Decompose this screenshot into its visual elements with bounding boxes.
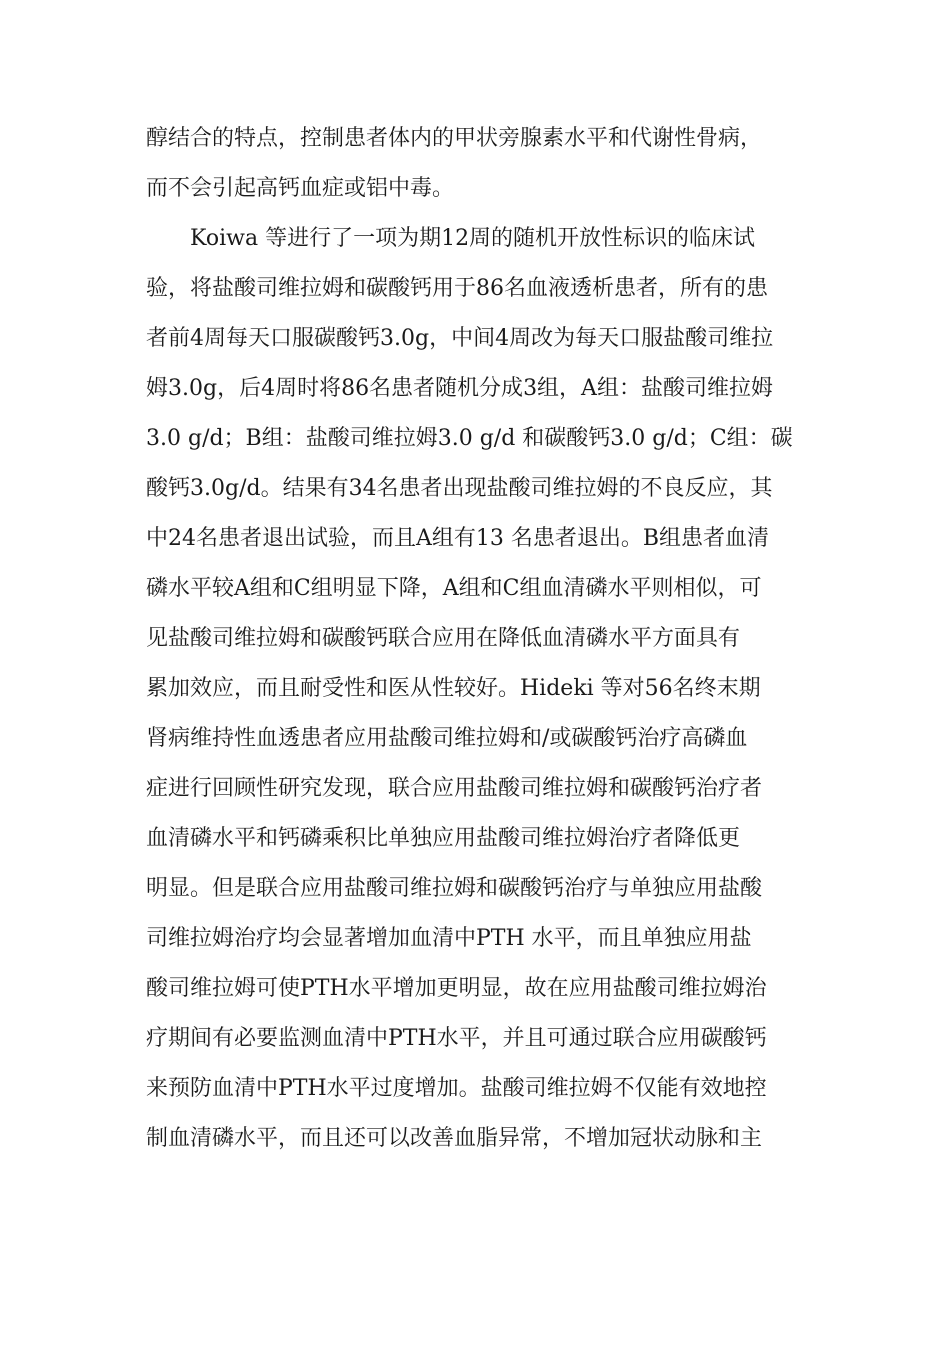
text-line: 3.0 g/d；B组：盐酸司维拉姆3.0 g/d 和碳酸钙3.0 g/d；C组：碳 bbox=[146, 426, 793, 451]
text-line: 来预防血清中PTH水平过度增加。盐酸司维拉姆不仅能有效地控 bbox=[146, 1076, 767, 1101]
text-line: 制血清磷水平，而且还可以改善血脂异常，不增加冠状动脉和主 bbox=[146, 1126, 763, 1151]
text-line: 者前4周每天口服碳酸钙3.0g，中间4周改为每天口服盐酸司维拉 bbox=[146, 326, 774, 351]
text-line: Koiwa 等进行了一项为期12周的随机开放性标识的临床试 bbox=[146, 226, 756, 251]
text-line: 血清磷水平和钙磷乘积比单独应用盐酸司维拉姆治疗者降低更 bbox=[146, 826, 741, 851]
text-line: 累加效应，而且耐受性和医从性较好。Hideki 等对56名终末期 bbox=[146, 676, 761, 701]
text-line: 疗期间有必要监测血清中PTH水平，并且可通过联合应用碳酸钙 bbox=[146, 1026, 767, 1051]
text-line: 醇结合的特点，控制患者体内的甲状旁腺素水平和代谢性骨病， bbox=[146, 126, 763, 151]
text-line: 磷水平较A组和C组明显下降，A组和C组血清磷水平则相似，可 bbox=[146, 576, 762, 601]
text-line: 酸司维拉姆可使PTH水平增加更明显，故在应用盐酸司维拉姆治 bbox=[146, 976, 767, 1001]
text-line: 姆3.0g，后4周时将86名患者随机分成3组，A组：盐酸司维拉姆 bbox=[146, 376, 773, 401]
text-line: 酸钙3.0g/d。结果有34名患者出现盐酸司维拉姆的不良反应，其 bbox=[146, 476, 773, 501]
text-line: 司维拉姆治疗均会显著增加血清中PTH 水平，而且单独应用盐 bbox=[146, 926, 752, 951]
text-line: 症进行回顾性研究发现，联合应用盐酸司维拉姆和碳酸钙治疗者 bbox=[146, 776, 763, 801]
text-line: 中24名患者退出试验，而且A组有13 名患者退出。B组患者血清 bbox=[146, 526, 770, 551]
text-line: 验，将盐酸司维拉姆和碳酸钙用于86名血液透析患者，所有的患 bbox=[146, 276, 768, 301]
text-line: 肾病维持性血透患者应用盐酸司维拉姆和/或碳酸钙治疗高磷血 bbox=[146, 726, 748, 751]
body-text bbox=[146, 114, 816, 1164]
text-line: 明显。但是联合应用盐酸司维拉姆和碳酸钙治疗与单独应用盐酸 bbox=[146, 876, 763, 901]
text-line: 见盐酸司维拉姆和碳酸钙联合应用在降低血清磷水平方面具有 bbox=[146, 626, 741, 651]
text-line: 而不会引起高钙血症或铝中毒。 bbox=[146, 176, 455, 201]
